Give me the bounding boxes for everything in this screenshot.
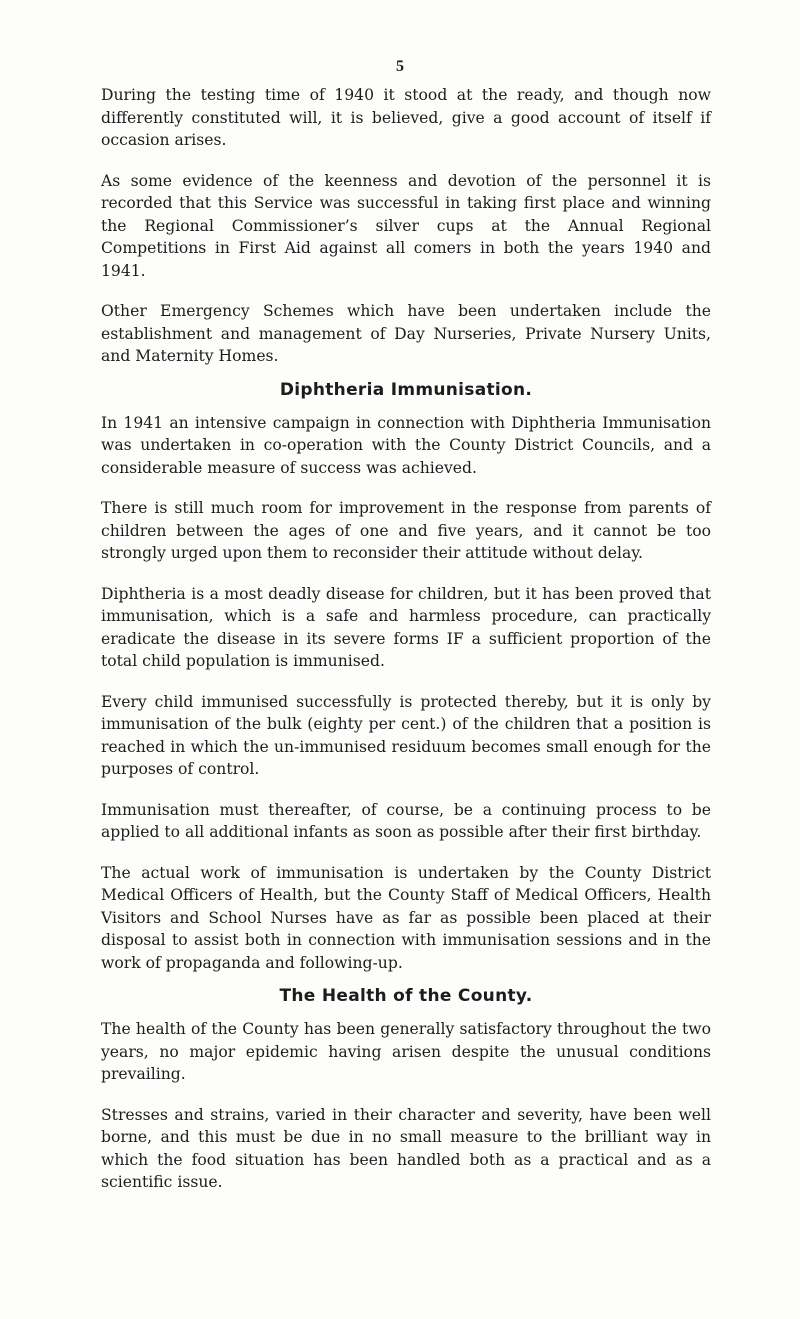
section-heading-health: The Health of the County.	[279, 986, 533, 1006]
intro-paragraph-2: As some evidence of the keenness and devotion of the personnel it is recorded that this Service was successful in taking first place and winning the Regional Commissioner’s silver cups at the Annual Regional Competitions in First Aid against all comers in both the years 1940 and 1941.	[101, 171, 711, 280]
diphtheria-paragraph-4: Every child immunised successfully is protected thereby, but it is only by immunisation of the bulk (eighty per cent.) of the children that a position is reached in which the un-immunised residuum becomes small enough for the purposes of control.	[101, 692, 711, 778]
section-heading-diphtheria: Diphtheria Immunisation.	[279, 379, 533, 400]
diphtheria-paragraph-3: Diphtheria is a most deadly disease for children, but it has been proved that immunisation, which is a safe and harmless procedure, can practically eradicate the disease in its severe forms IF a sufficient proportion of the total child population is immunised.	[101, 584, 711, 670]
diphtheria-paragraph-2: There is still much room for improvement in the response from parents of children between the ages of one and five years, and it cannot be too strongly urged upon them to reconsider their attitude without delay.	[101, 499, 711, 562]
diphtheria-paragraph-1: In 1941 an intensive campaign in connection with Diphtheria Immunisation was undertaken in co-operation with the County District Councils, and a considerable measure of success was achieved.	[101, 413, 711, 477]
page-number: 5	[396, 58, 404, 75]
section-health-of-county	[101, 984, 711, 1194]
diphtheria-paragraph-6: The actual work of immunisation is undertaken by the County District Medical Officers of Health, but the County Staff of Medical Officers, Health Visitors and School Nurses have as far as possible been placed at their disposal to assist both in connection with immunisation sessions and in the work of propaganda and following-up.	[101, 863, 711, 972]
intro-paragraph-3: Other Emergency Schemes which have been undertaken include the establishment and management of Day Nurseries, Private Nursery Units, and Maternity Homes.	[101, 302, 711, 365]
page-body	[101, 84, 711, 1212]
section-diphtheria-immunisation	[101, 378, 711, 975]
health-paragraph-1: The health of the County has been generally satisfactory throughout the two years, no major epidemic having arisen despite the unusual conditions prevailing.	[101, 1020, 711, 1083]
diphtheria-paragraph-5: Immunisation must thereafter, of course, be a continuing process to be applied to all additional infants as soon as possible after their first birthday.	[101, 800, 711, 841]
health-paragraph-2: Stresses and strains, varied in their character and severity, have been well borne, and this must be due in no small measure to the brilliant way in which the food situation has been handled both as a practical and as a scientific issue.	[101, 1105, 711, 1191]
intro-paragraph-1: During the testing time of 1940 it stood at the ready, and though now differently constituted will, it is believed, give a good account of itself if occasion arises.	[101, 86, 711, 149]
